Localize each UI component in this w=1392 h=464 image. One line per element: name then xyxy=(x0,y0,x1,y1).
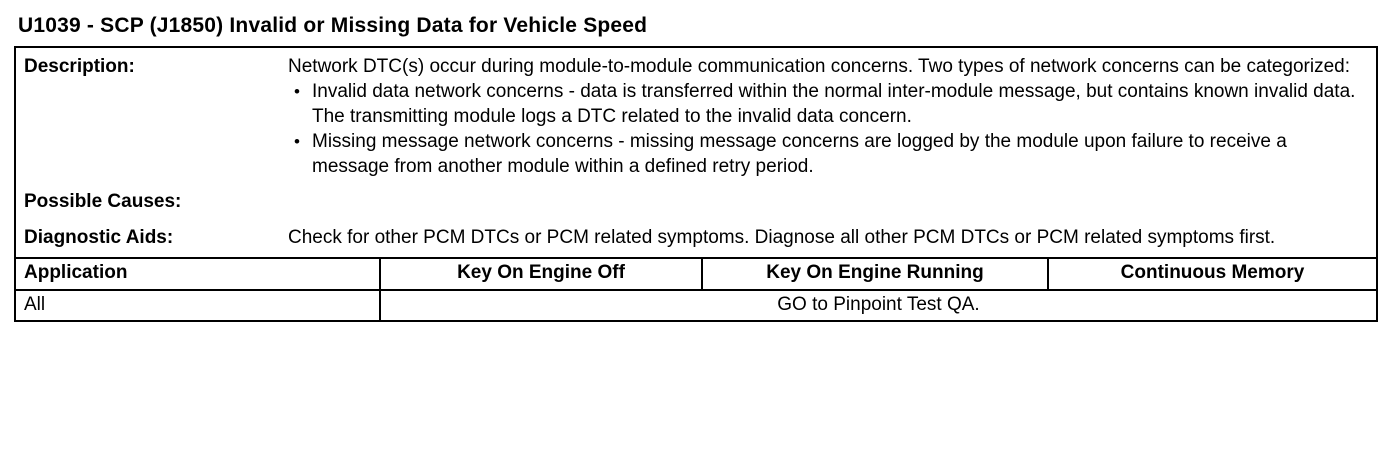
description-label: Description: xyxy=(24,56,135,77)
description-section xyxy=(16,48,1376,257)
possible-causes-label: Possible Causes: xyxy=(24,191,182,212)
list-item: • Missing message network concerns - missing message concerns are logged by the module upon failure to receive a message from another module within a defined retry period. xyxy=(288,129,1366,179)
diagnostic-aids-body: Check for other PCM DTCs or PCM related symptoms. Diagnose all other PCM DTCs or PCM related symptoms first. xyxy=(288,227,1276,248)
description-intro: Network DTC(s) occur during module-to-module communication concerns. Two types of network concerns can be categorized: xyxy=(288,56,1351,77)
description-body xyxy=(288,54,1376,179)
table-row xyxy=(16,290,1376,320)
possible-causes-row xyxy=(16,189,1376,215)
description-bullet-list xyxy=(288,79,1366,179)
test-results-table xyxy=(16,257,1376,320)
cell-application: All xyxy=(16,290,380,320)
page-title: U1039 - SCP (J1850) Invalid or Missing Data for Vehicle Speed xyxy=(18,14,648,37)
dtc-info-table xyxy=(14,46,1378,322)
diagnostic-aids-row xyxy=(16,225,1376,251)
spacer xyxy=(16,215,1376,225)
diagnostic-aids-label: Diagnostic Aids: xyxy=(24,227,174,248)
column-header-application: Application xyxy=(16,258,380,290)
spacer xyxy=(16,251,1376,255)
column-header-continuous-memory: Continuous Memory xyxy=(1048,258,1376,290)
spacer xyxy=(16,179,1376,189)
column-header-key-on-engine-off: Key On Engine Off xyxy=(380,258,702,290)
description-row xyxy=(16,54,1376,179)
list-item: • Invalid data network concerns - data is transferred within the normal inter-module message, but contains known invalid data. The transmitting module logs a DTC related to the invalid data concern. xyxy=(288,79,1366,129)
column-header-key-on-engine-running: Key On Engine Running xyxy=(702,258,1048,290)
table-header-row xyxy=(16,258,1376,290)
cell-result: GO to Pinpoint Test QA. xyxy=(380,290,1376,320)
